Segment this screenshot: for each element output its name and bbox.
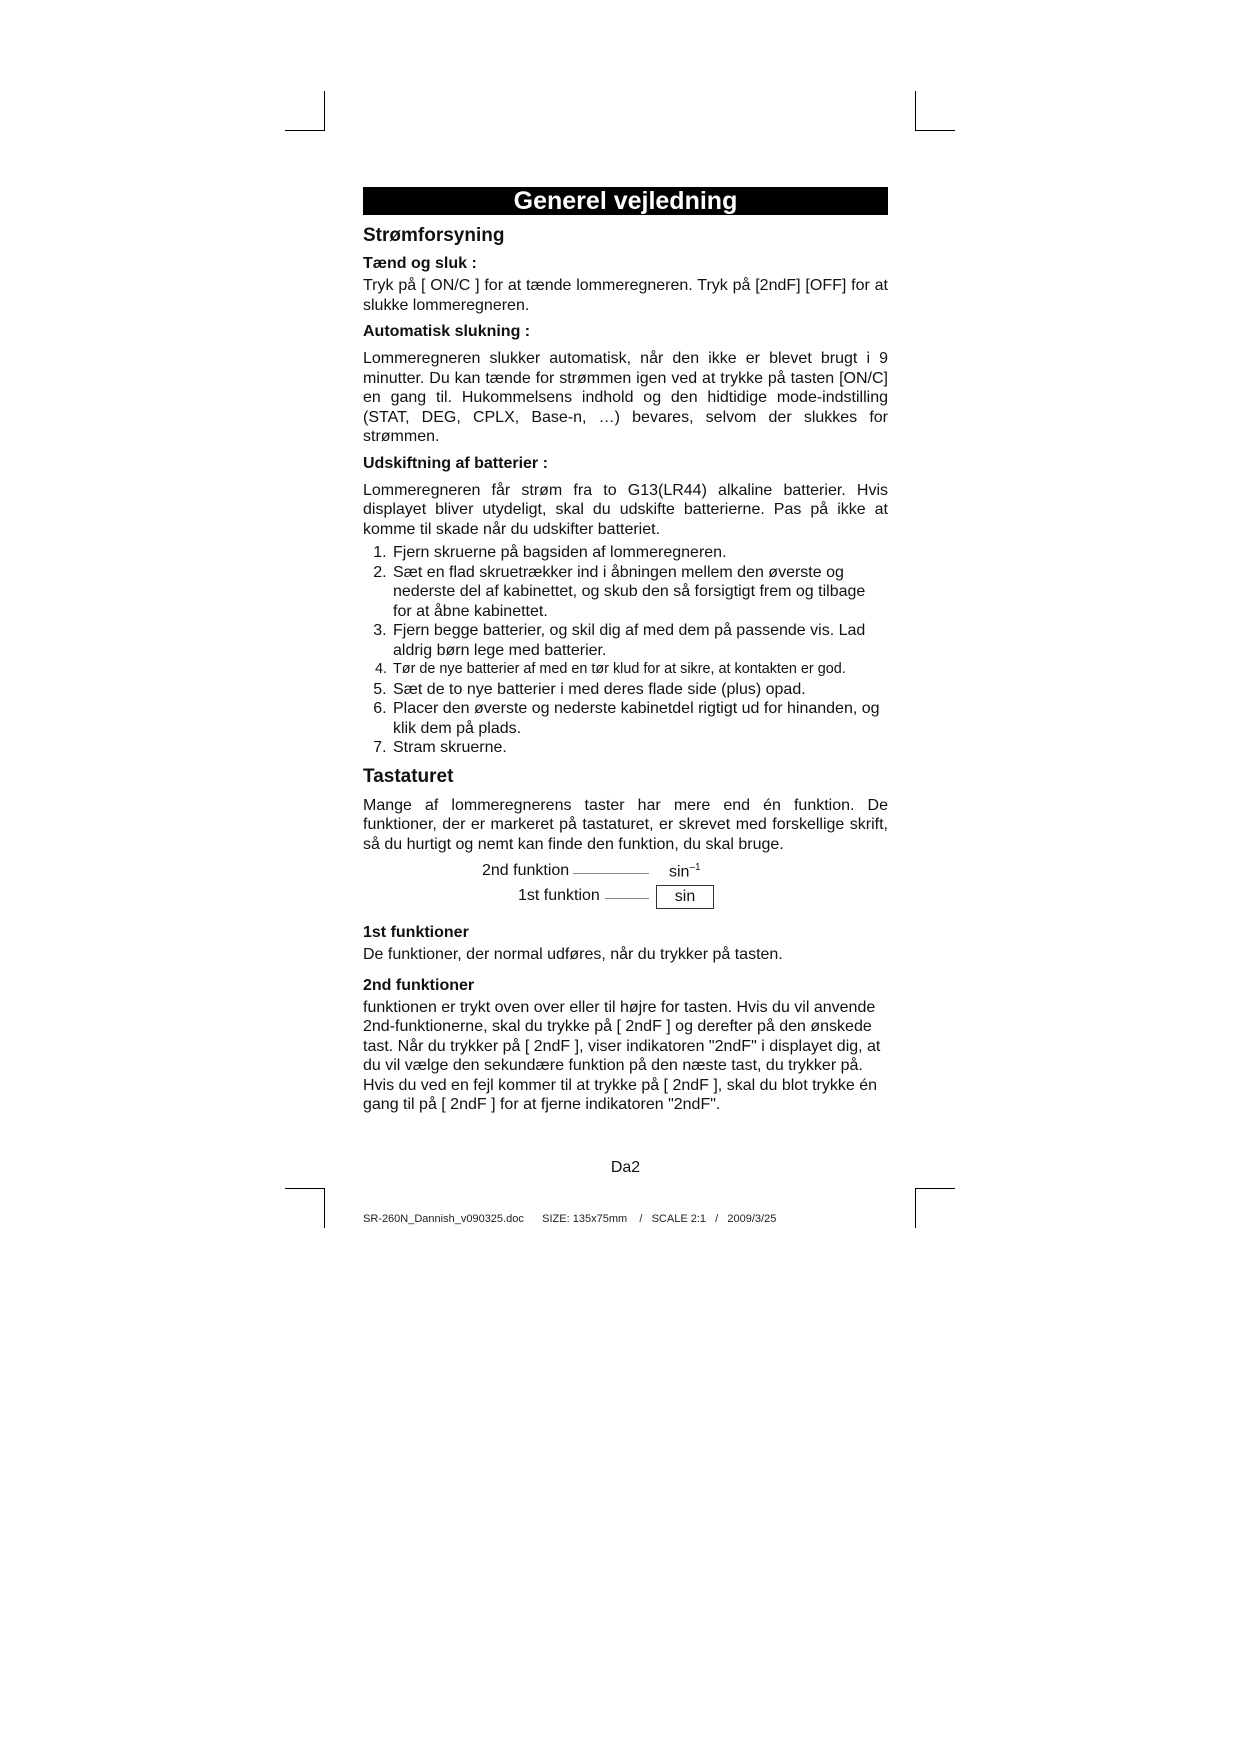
list-item: 5. Sæt de to nye batterier i med deres flade side (plus) opad. — [391, 680, 888, 700]
manual-page — [363, 187, 888, 1176]
crop-mark-top-left-vertical — [324, 91, 325, 131]
subheading-second-functions: 2nd funktioner — [363, 976, 475, 994]
list-item: 3. Fjern begge batterier, og skil dig af med dem på passende vis. Lad aldrig børn lege med batterier. — [391, 621, 888, 660]
crop-mark-top-right-vertical — [915, 91, 916, 131]
paragraph-keyboard: Mange af lommeregnerens taster har mere end én funktion. De funktioner, der er markeret på tastaturet, er skrevet med forskellige skrift, så du hurtigt og nemt kan finde den funktion, du skal bruge. — [363, 796, 888, 853]
paragraph-auto-off: Lommeregneren slukker automatisk, når den ikke er blevet brugt i 9 minutter. Du kan tænde for strømmen igen ved at trykke på tasten [ON/C] en gang til. Hukommelsens indhold og den hidtidige mode-indstilling (STAT, DEG, CPLX, Base-n, …) bevares, selvom der slukkes for strømmen. — [363, 350, 888, 445]
crop-mark-top-left-horizontal — [285, 130, 325, 131]
list-item: 6. Placer den øverste og nederste kabinetdel rigtigt ud for hinanden, og klik dem på plads. — [391, 699, 888, 738]
key-function-diagram — [363, 858, 888, 916]
subheading-auto-off: Automatisk slukning : — [363, 323, 531, 340]
paragraph-battery: Lommeregneren får strøm fra to G13(LR44) alkaline batterier. Hvis displayet bliver utydeligt, skal du udskifte batterierne. Pas på ikke at komme til skade når du udskifter batteriet. — [363, 481, 888, 538]
second-function-label: 2nd funktion — [482, 862, 570, 879]
crop-mark-bottom-left-horizontal — [285, 1188, 325, 1189]
crop-mark-bottom-right-horizontal — [915, 1188, 955, 1189]
crop-mark-top-right-horizontal — [915, 130, 955, 131]
page-number: Da2 — [610, 1159, 641, 1176]
list-item: 2. Sæt en flad skruetrækker ind i åbningen mellem den øverste og nederste del af kabinettet, og skub den så forsigtigt frem og tilbage for at åbne kabinettet. — [391, 563, 888, 622]
subheading-battery: Udskiftning af batterier : — [363, 454, 548, 472]
subheading-first-functions: 1st funktioner — [363, 924, 469, 941]
paragraph-second-functions: funktionen er trykt oven over eller til højre for tasten. Hvis du vil anvende 2nd-funktionerne, skal du trykke på [ 2ndF ] og derefter på den ønskede tast. Når du trykker på [ 2ndF ], viser indikatoren "2ndF" i displayet dig, at du vil vælge den sekundære funktion på den næste tast, du trykker på. Hvis du ved en fejl kommer til at trykke på [ 2ndF ], skal du blot trykke én gang til på [ 2ndF ] for at fjerne indikatoren "2ndF". — [363, 998, 881, 1113]
second-function-leader-line — [573, 873, 649, 874]
sin-key: sin — [656, 885, 714, 909]
paragraph-first-functions: De funktioner, der normal udføres, når du trykker på tasten. — [363, 946, 783, 963]
subheading-on-off: Tænd og sluk : — [363, 255, 477, 272]
first-function-label: 1st funktion — [518, 887, 600, 904]
list-item: 7. Stram skruerne. — [391, 738, 888, 758]
section-heading-keyboard: Tastaturet — [363, 765, 454, 787]
paragraph-on-off: Tryk på [ ON/C ] for at tænde lommeregneren. Tryk på [2ndF] [OFF] for at slukke lommeregneren. — [363, 277, 888, 314]
list-item: 4. Tør de nye batterier af med en tør klud for at sikre, at kontakten er god. — [391, 660, 888, 680]
list-item: 1. Fjern skruerne på bagsiden af lommeregneren. — [391, 543, 888, 563]
crop-mark-bottom-right-vertical — [915, 1188, 916, 1228]
section-heading-power: Strømforsyning — [363, 225, 505, 246]
second-function-key-text: $\sin^{-1}$ — [669, 862, 701, 881]
document-footer: SR-260N_Dannish_v090325.doc SIZE: 135x75mm / SCALE 2:1 / 2009/3/25 — [363, 1213, 777, 1225]
page-title-banner: Generel vejledning — [363, 187, 888, 215]
crop-mark-bottom-left-vertical — [324, 1188, 325, 1228]
battery-steps-list — [363, 543, 888, 758]
first-function-leader-line — [605, 898, 649, 899]
